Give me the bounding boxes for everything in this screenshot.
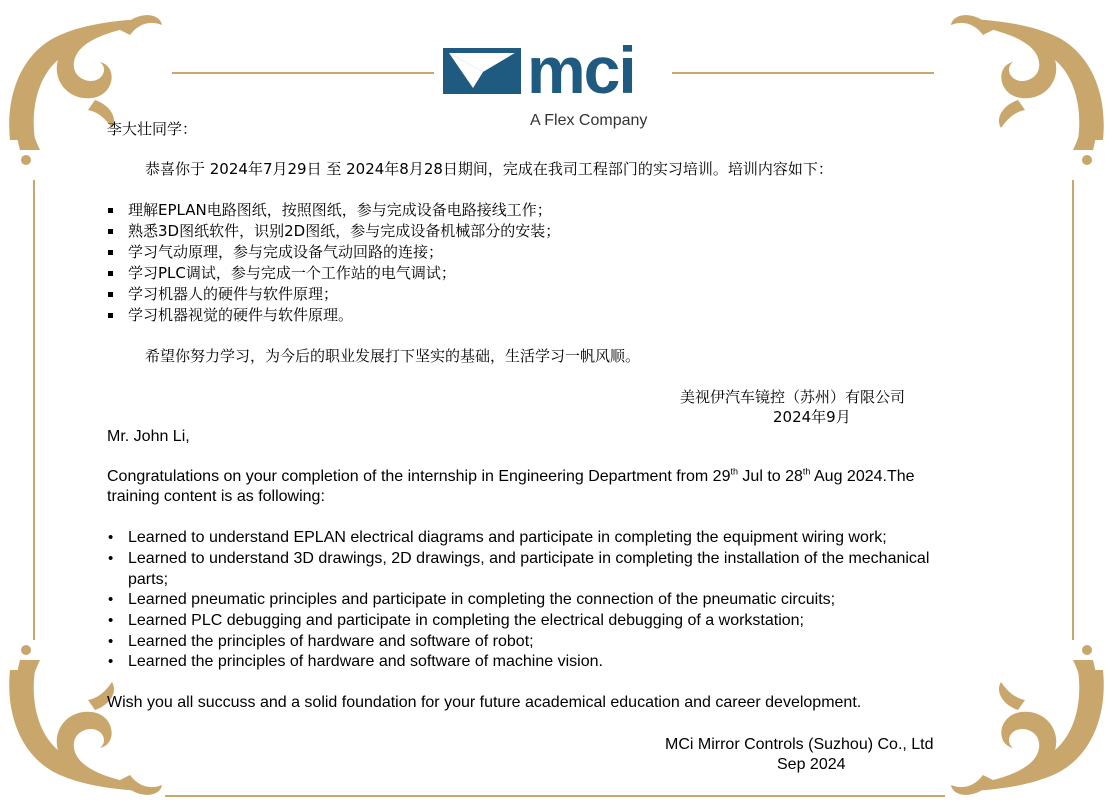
square-bullet-icon: [108, 271, 113, 276]
frame-top-left-line: [172, 72, 434, 74]
en-intro-line2: training content is as following:: [107, 488, 325, 505]
cn-date: 2024年9月: [773, 408, 851, 426]
cn-list-item: 学习机器视觉的硬件与软件原理。: [128, 306, 354, 324]
frame-left-line: [33, 180, 35, 640]
cn-wish: 希望你努力学习，为今后的职业发展打下坚实的基础，生活学习一帆风顺。: [145, 347, 641, 365]
en-intro-sup2: th: [802, 466, 811, 477]
en-list-item: Learned the principles of hardware and software of machine vision.: [128, 653, 603, 670]
en-list-item: Learned pneumatic principles and participate in completing the connection of the pneumatic circuits;: [128, 591, 836, 608]
en-intro-part-c: Aug 2024.The: [810, 468, 915, 485]
dot-bullet-icon: •: [108, 591, 114, 608]
dot-bullet-icon: •: [108, 529, 114, 546]
square-bullet-icon: [108, 208, 113, 213]
cn-list-item: 学习PLC调试，参与完成一个工作站的电气调试；: [128, 264, 456, 282]
en-intro-sup1: th: [730, 466, 738, 477]
en-company-signature: MCi Mirror Controls (Suzhou) Co., Ltd: [665, 736, 934, 753]
cn-company-signature: 美视伊汽车镜控（苏州）有限公司: [680, 388, 906, 406]
en-list-item: Learned to understand EPLAN electrical diagrams and participate in completing the equipment wiring work;: [128, 529, 887, 546]
en-list-item-continuation: parts;: [128, 571, 169, 588]
frame-top-right-line: [672, 72, 934, 74]
en-intro-part-b: Jul to 28: [737, 468, 803, 485]
square-bullet-icon: [108, 292, 113, 297]
dot-bullet-icon: •: [108, 612, 114, 629]
cn-list-item: 理解EPLAN电路图纸，按照图纸，参与完成设备电路接线工作；: [128, 201, 552, 219]
square-bullet-icon: [108, 250, 113, 255]
en-date: Sep 2024: [777, 756, 846, 773]
frame-bottom-line: [165, 795, 945, 797]
logo-wordmark: mci: [527, 33, 635, 107]
en-wish: Wish you all succuss and a solid foundation for your future academical education and career development.: [107, 694, 862, 711]
dot-bullet-icon: •: [108, 633, 114, 650]
dot-bullet-icon: •: [108, 653, 114, 670]
en-list-item: Learned PLC debugging and participate in completing the electrical debugging of a workstation;: [128, 612, 804, 629]
cn-list-item: 学习机器人的硬件与软件原理；: [128, 285, 339, 303]
logo-tagline: A Flex Company: [530, 112, 648, 129]
cn-list-item: 熟悉3D图纸软件，识别2D图纸，参与完成设备机械部分的安装；: [128, 222, 561, 240]
square-bullet-icon: [108, 229, 113, 234]
cn-salutation: 李大壮同学：: [107, 120, 198, 138]
frame-right-line: [1072, 180, 1074, 640]
company-logo: [443, 33, 665, 107]
en-intro-line1: [107, 468, 915, 486]
en-list-item: Learned to understand 3D drawings, 2D drawings, and participate in completing the installation of the mechanical: [128, 550, 930, 567]
en-intro-part-a: Congratulations on your completion of the internship in Engineering Department from 29: [107, 468, 731, 485]
ornament-top-right-icon: [948, 0, 1113, 165]
ornament-top-left-icon: [0, 0, 165, 165]
en-list-item: Learned the principles of hardware and software of robot;: [128, 633, 534, 650]
ornament-bottom-right-icon: [948, 645, 1113, 810]
logo-mark-icon: [443, 48, 521, 94]
cn-list-item: 学习气动原理，参与完成设备气动回路的连接；: [128, 243, 444, 261]
cn-intro: 恭喜你于 2024年7月29日 至 2024年8月28日期间，完成在我司工程部门的实习培训。培训内容如下：: [145, 160, 833, 178]
en-salutation: Mr. John Li,: [107, 428, 190, 445]
dot-bullet-icon: •: [108, 550, 114, 567]
square-bullet-icon: [108, 313, 113, 318]
